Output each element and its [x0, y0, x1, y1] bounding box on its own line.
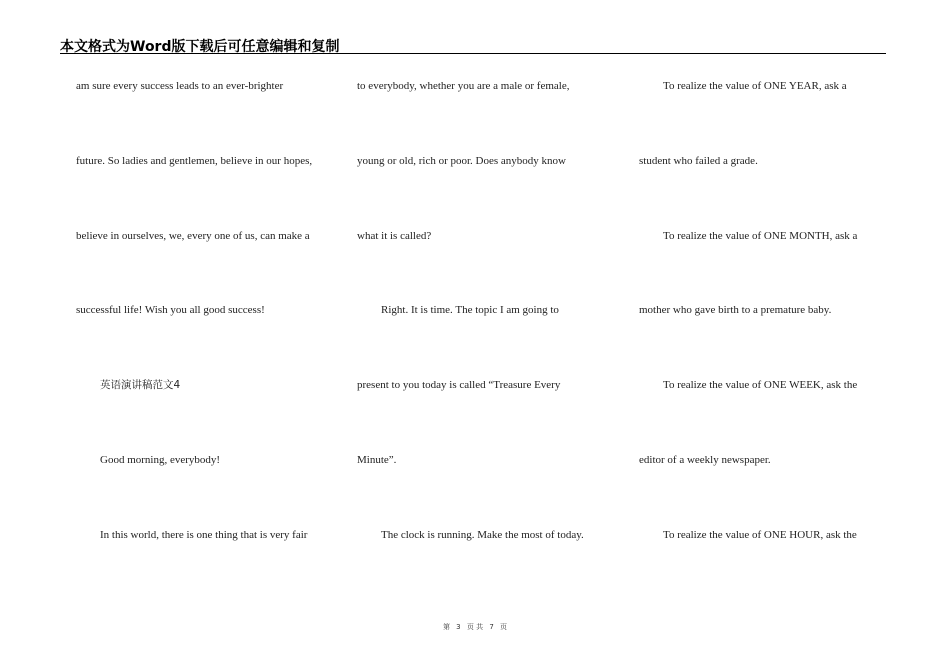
page-label-mid: 页 共: [466, 623, 484, 631]
text-line: Right. It is time. The topic I am going to: [381, 304, 559, 316]
header-divider: [60, 53, 886, 54]
text-line: to everybody, whether you are a male or female,: [357, 80, 570, 92]
text-line: Minute”.: [357, 454, 397, 466]
text-line: Good morning, everybody!: [100, 454, 221, 466]
header-title: 本文格式为Word版下载后可任意编辑和复制: [60, 39, 340, 55]
text-line: am sure every success leads to an ever-brighter: [76, 80, 284, 92]
text-line: what it is called?: [357, 230, 432, 242]
text-line: mother who gave birth to a premature baby.: [639, 304, 832, 316]
total-pages-number: 7: [489, 623, 494, 631]
text-line: present to you today is called “Treasure Every: [357, 379, 561, 391]
text-line: successful life! Wish you all good success!: [76, 304, 265, 316]
text-line: To realize the value of ONE YEAR, ask a: [663, 80, 847, 92]
text-line: To realize the value of ONE HOUR, ask the: [663, 529, 857, 541]
text-line: future. So ladies and gentlemen, believe in our hopes,: [76, 155, 313, 167]
page-footer: [0, 622, 950, 632]
page-label-suffix: 页: [500, 623, 508, 631]
text-line: To realize the value of ONE MONTH, ask a: [663, 230, 858, 242]
text-line: In this world, there is one thing that is very fair: [100, 529, 308, 541]
text-line: The clock is running. Make the most of today.: [381, 529, 584, 541]
text-line: believe in ourselves, we, every one of us, can make a: [76, 230, 310, 242]
text-line: young or old, rich or poor. Does anybody know: [357, 155, 566, 167]
section-heading: 英语演讲稿范文4: [100, 379, 181, 391]
text-line: editor of a weekly newspaper.: [639, 454, 771, 466]
current-page-number: 3: [456, 623, 461, 631]
text-line: To realize the value of ONE WEEK, ask the: [663, 379, 858, 391]
page-label-prefix: 第: [442, 623, 450, 631]
text-line: student who failed a grade.: [639, 155, 758, 167]
